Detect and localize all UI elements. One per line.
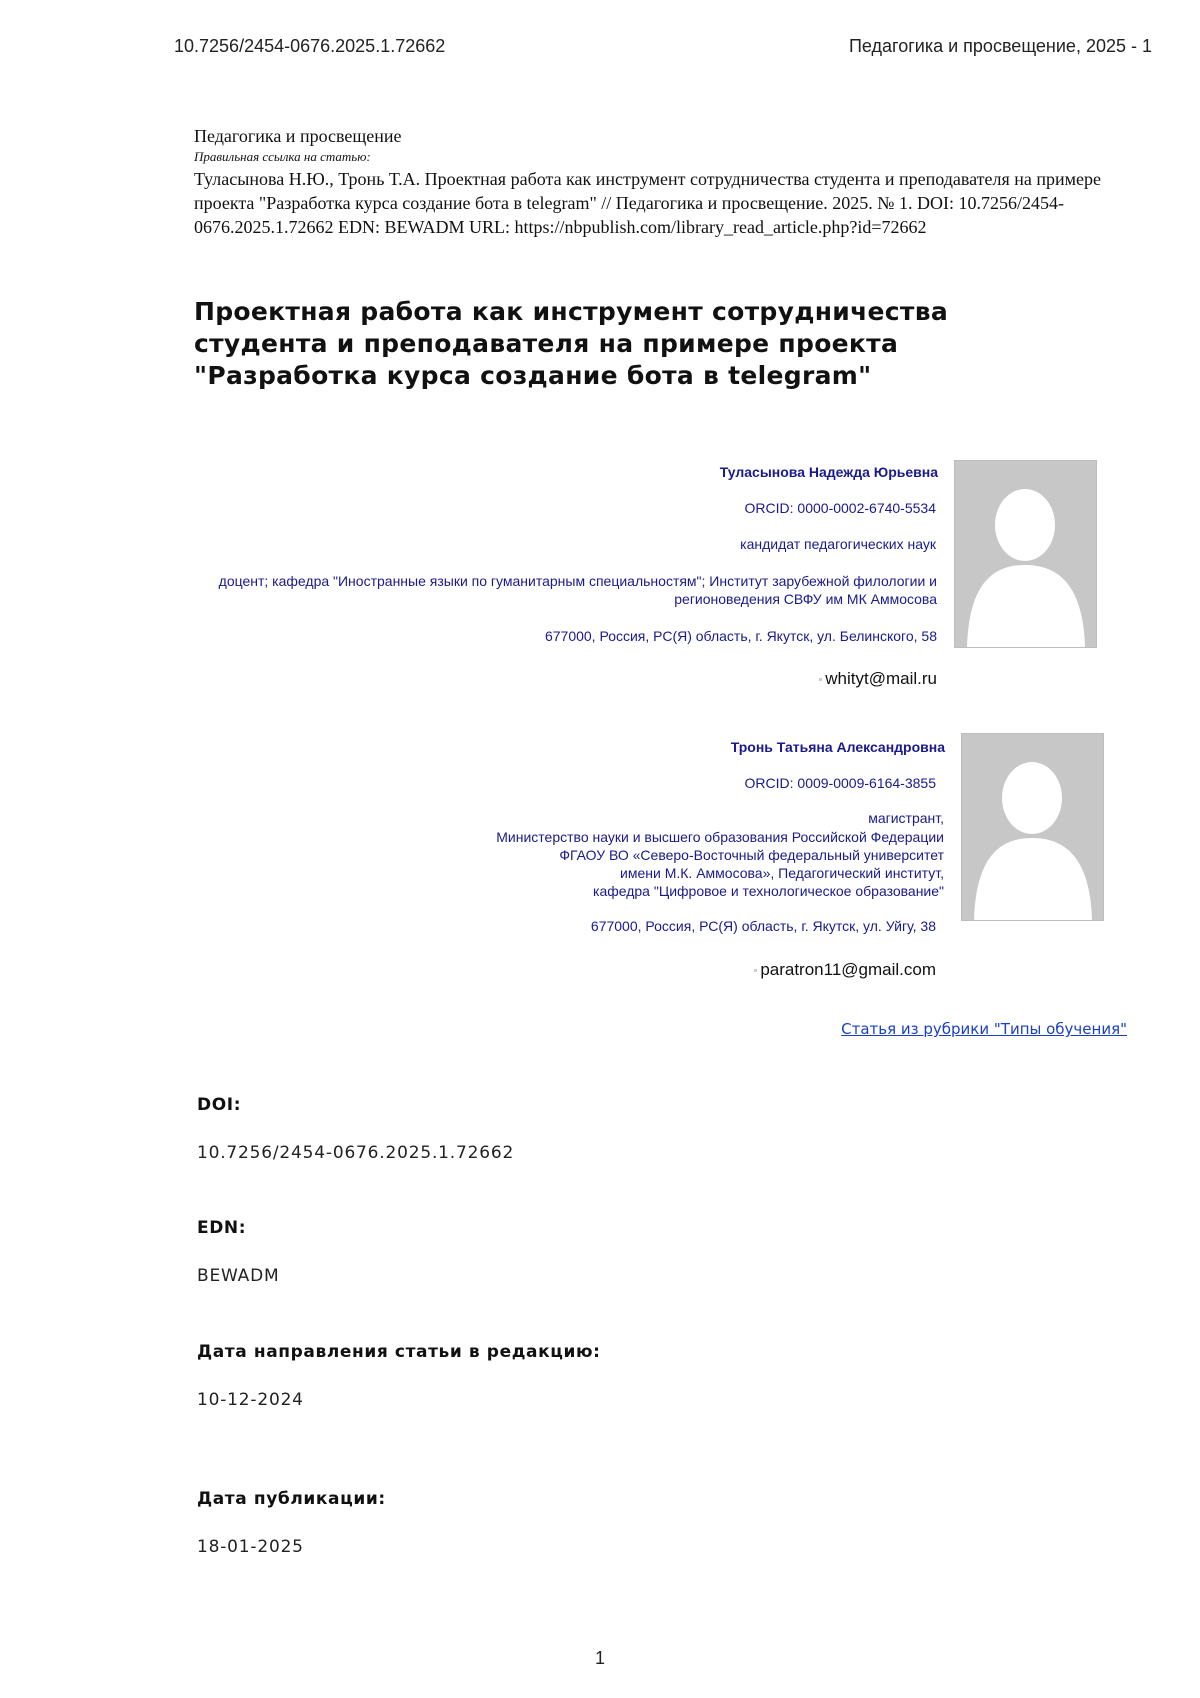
author-degree: кандидат педагогических наук	[740, 536, 936, 552]
author-email-text: whityt@mail.ru	[825, 669, 937, 688]
author-photo	[961, 733, 1104, 921]
author-email[interactable]	[754, 960, 936, 980]
field-value-published: 18-01-2025	[197, 1537, 304, 1557]
avatar-placeholder-icon	[955, 461, 1096, 647]
email-icon	[754, 969, 757, 972]
citation-text: Туласынова Н.Ю., Тронь Т.А. Проектная работа как инструмент сотрудничества студента и преподавателя на примере проекта "Разработка курса создание бота в telegram" // Педагогика и просвещение. 2025. № 1. DOI: 10.7256/2454-0676.2025.1.72662 EDN: BEWADM URL: https://nbpublish.com/library_read_article.php?id=72662	[194, 169, 1102, 237]
field-value-submitted: 10-12-2024	[197, 1390, 304, 1410]
author-orcid: ORCID: 0000-0002-6740-5534	[744, 500, 936, 516]
affiliation-line: Министерство науки и высшего образования Российской Федерации	[496, 829, 944, 845]
field-label-submitted: Дата направления статьи в редакцию:	[197, 1342, 601, 1362]
email-icon	[819, 678, 822, 681]
author-block	[238, 464, 938, 480]
field-label-edn: EDN:	[197, 1218, 247, 1238]
page-number: 1	[594, 1648, 605, 1668]
author-address: 677000, Россия, РС(Я) область, г. Якутск, ул. Белинского, 58	[544, 628, 937, 644]
author-block	[245, 739, 945, 755]
journal-name: Педагогика и просвещение	[194, 126, 402, 146]
header-doi: 10.7256/2454-0676.2025.1.72662	[174, 36, 446, 56]
author-email-text: paratron11@gmail.com	[760, 960, 936, 979]
author-address: 677000, Россия, РС(Я) область, г. Якутск, ул. Уйгу, 38	[590, 918, 936, 934]
author-orcid: ORCID: 0009-0009-6164-3855	[744, 775, 936, 791]
field-value-doi: 10.7256/2454-0676.2025.1.72662	[197, 1143, 515, 1163]
avatar-placeholder-icon	[962, 734, 1103, 920]
rubric-link[interactable]: Статья из рубрики "Типы обучения"	[841, 1020, 1127, 1038]
affiliation-line: кафедра "Цифровое и технологическое образование"	[593, 883, 944, 899]
header-journal-issue: Педагогика и просвещение, 2025 - 1	[848, 36, 1152, 56]
author-name: Тронь Татьяна Александровна	[730, 739, 945, 755]
field-label-doi: DOI:	[197, 1095, 242, 1115]
article-title: Проектная работа как инструмент сотрудничества студента и преподавателя на примере проекта "Разработка курса создание бота в telegram"	[194, 297, 948, 390]
author-degree: магистрант,	[868, 810, 944, 826]
author-photo	[954, 460, 1097, 648]
affiliation-line: имени М.К. Аммосова», Педагогический институт,	[620, 865, 944, 881]
author-affiliation	[244, 828, 944, 900]
citation-label: Правильная ссылка на статью:	[194, 149, 371, 164]
author-position: доцент; кафедра "Иностранные языки по гуманитарным специальностям"; Институт зарубежной филологии и регионоведения СВФУ им МК Аммосова	[218, 573, 937, 607]
field-label-published: Дата публикации:	[197, 1489, 386, 1509]
field-value-edn: BEWADM	[197, 1266, 280, 1286]
affiliation-line: ФГАОУ ВО «Северо-Восточный федеральный университет	[559, 847, 944, 863]
author-email[interactable]	[819, 669, 937, 689]
author-name: Туласынова Надежда Юрьевна	[719, 464, 938, 480]
